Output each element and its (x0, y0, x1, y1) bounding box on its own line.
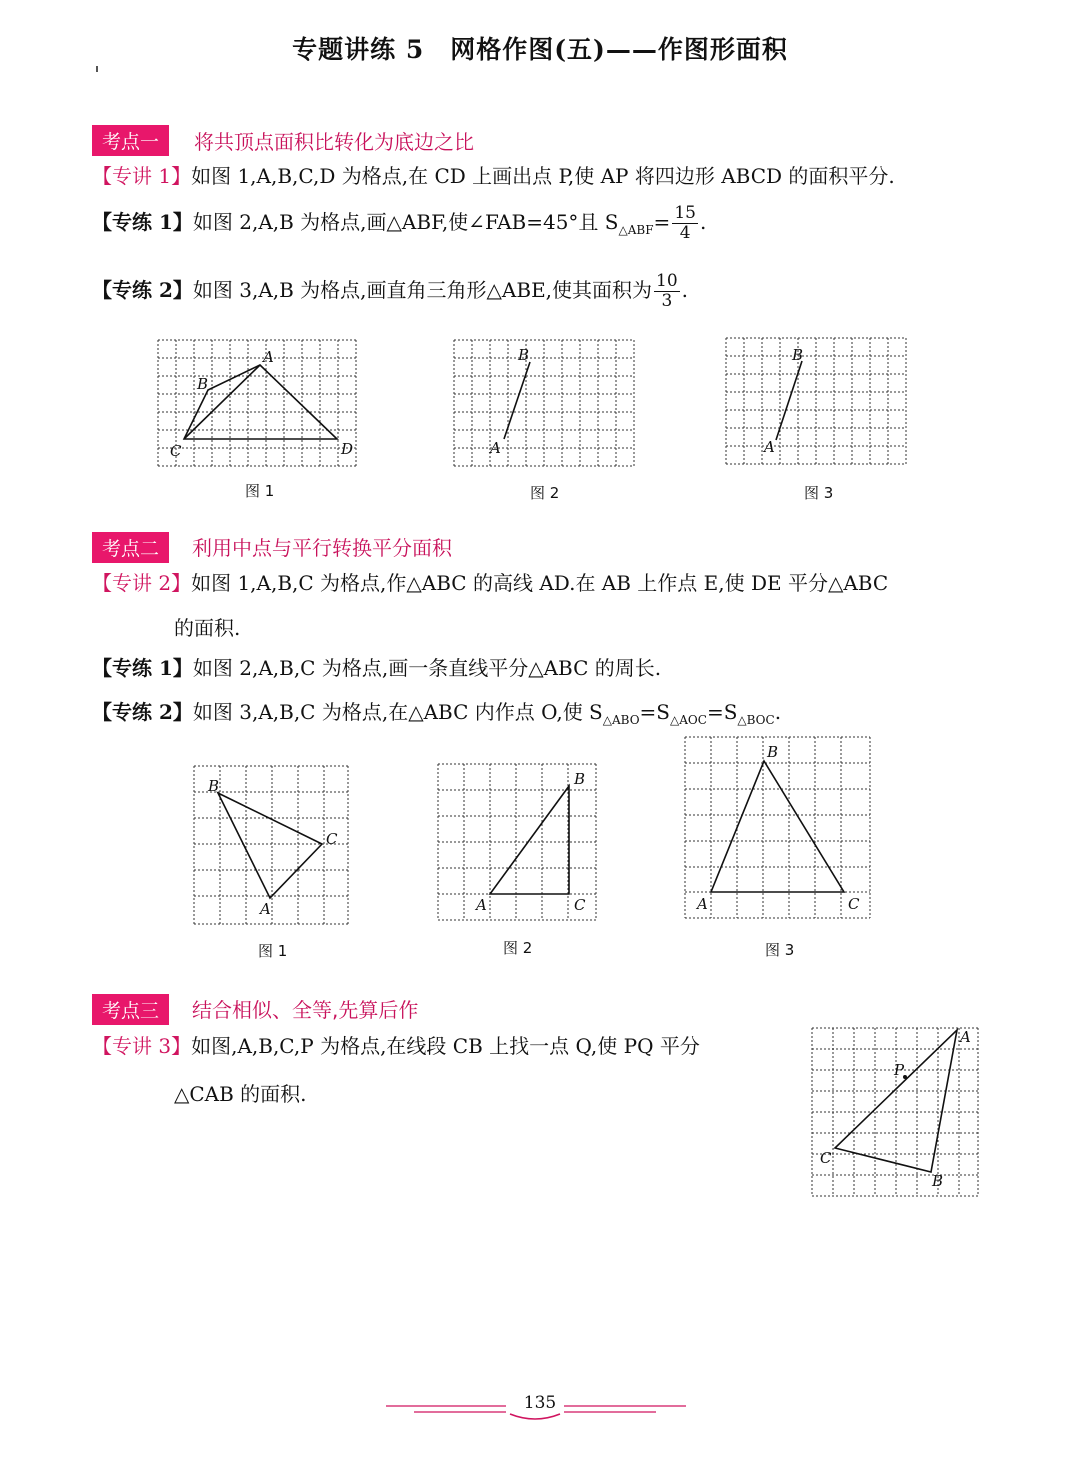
top-mark (96, 66, 98, 72)
section1-heading: 将共顶点面积比转化为底边之比 (194, 130, 474, 154)
s1-p1-text: 如图 1,A,B,C,D 为格点,在 CD 上画出点 P,使 AP 将四边形 ABCD 的面积平分. (191, 164, 895, 188)
s2-fig3-triangle (711, 761, 844, 892)
s2-problem3 (92, 696, 781, 727)
s1-fig2-label-a: A (490, 439, 501, 457)
s2-fig1-label-c: C (326, 830, 338, 848)
s2-p3-end: . (774, 700, 782, 724)
s1-p2-sub: △ABF (618, 223, 654, 237)
s1-p3-label: 【专练 2】 (92, 278, 193, 302)
s1-p2-den: 4 (679, 223, 691, 243)
s2-fig2-triangle (490, 786, 569, 894)
s1-caption1: 图 1 (245, 482, 275, 500)
page-number: 135 (523, 1393, 557, 1413)
s2-fig1-label-a: A (260, 900, 271, 918)
s2-caption1: 图 1 (258, 942, 288, 960)
s2-caption3: 图 3 (765, 941, 795, 959)
s1-fig2-label-b: B (518, 346, 530, 364)
s1-fig2-grid (454, 340, 634, 466)
s1-p3-end: . (681, 278, 689, 302)
s1-p2-num: 15 (674, 203, 696, 223)
s2-fig1-triangle (218, 793, 322, 898)
s1-problem2 (92, 204, 706, 243)
page-title: 专题讲练 5 网格作图(五)——作图形面积 (292, 35, 788, 64)
s1-fig1-label-d: D (341, 440, 354, 458)
s2-p3-sub2: △AOC (670, 713, 707, 727)
s3-fig-label-b: B (932, 1172, 944, 1190)
s3-p1-label: 【专讲 3】 (92, 1034, 192, 1058)
s1-p3-fraction (654, 272, 680, 311)
s2-caption2: 图 2 (503, 939, 533, 957)
section1-tag: 考点一 (92, 125, 169, 156)
s1-p2-label: 【专练 1】 (92, 210, 193, 234)
s2-fig3-label-b: B (767, 743, 779, 761)
section2-heading: 利用中点与平行转换平分面积 (192, 536, 452, 560)
s3-fig-label-p: P (894, 1061, 905, 1079)
s1-fig3-label-b: B (792, 346, 804, 364)
s2-problem2 (92, 652, 661, 681)
s2-p3-label: 【专练 2】 (92, 700, 193, 724)
s1-fig1-grid (158, 340, 356, 466)
s3-problem1 (92, 1030, 700, 1059)
s1-p2-text: 如图 2,A,B 为格点,画△ABF,使∠FAB=45°且 S (192, 210, 619, 234)
s2-fig3-grid (685, 737, 870, 918)
s3-problem1-cont: △CAB 的面积. (174, 1082, 307, 1106)
s1-figure2 (446, 332, 646, 477)
s1-fig1-label-a: A (263, 348, 274, 366)
s2-fig1-label-b: B (208, 777, 220, 795)
s2-p2-text: 如图 2,A,B,C 为格点,画一条直线平分△ABC 的周长. (192, 656, 662, 680)
s3-figure (806, 1022, 984, 1202)
s2-figure1 (188, 760, 358, 932)
s3-fig-label-c: C (820, 1149, 832, 1167)
section3-tag: 考点三 (92, 994, 169, 1025)
s1-p2-end: . (699, 210, 707, 234)
s2-p3-eq2: =S (706, 700, 738, 724)
s1-caption2: 图 2 (530, 484, 560, 502)
s2-fig2-label-c: C (574, 896, 586, 914)
s2-p1-text: 如图 1,A,B,C 为格点,作△ABC 的高线 AD.在 AB 上作点 E,使 DE 平分△ABC (191, 571, 889, 595)
s3-p1-text: 如图,A,B,C,P 为格点,在线段 CB 上找一点 Q,使 PQ 平分 (191, 1034, 700, 1058)
s1-p3-num: 10 (656, 271, 678, 291)
s2-problem1 (92, 567, 888, 596)
s1-p2-fraction (672, 204, 698, 243)
s1-p2-eq: = (653, 210, 671, 234)
s2-figure2 (432, 758, 604, 928)
s2-fig2-grid (438, 764, 596, 920)
s2-p2-label: 【专练 1】 (92, 656, 193, 680)
s1-p1-label: 【专讲 1】 (92, 164, 192, 188)
s2-fig3-label-a: A (697, 895, 708, 913)
s1-fig3-label-a: A (764, 438, 775, 456)
s1-problem1 (92, 160, 895, 189)
s3-fig-label-a: A (960, 1028, 971, 1046)
section3-heading: 结合相似、全等,先算后作 (192, 998, 419, 1022)
s2-p3-sub3: △BOC (737, 713, 775, 727)
s1-fig1-label-b: B (197, 375, 209, 393)
s2-fig2-label-b: B (574, 770, 586, 788)
s2-p3-text: 如图 3,A,B,C 为格点,在△ABC 内作点 O,使 S (192, 700, 603, 724)
section2-tag: 考点二 (92, 532, 169, 563)
s2-fig3-label-c: C (848, 895, 860, 913)
s2-fig2-label-a: A (476, 896, 487, 914)
s1-fig3-grid (726, 338, 906, 464)
s2-problem1-cont: 的面积. (174, 616, 241, 640)
s2-figure3 (680, 732, 880, 922)
s1-fig1-label-c: C (170, 442, 182, 460)
s1-figure3 (718, 330, 923, 475)
s1-caption3: 图 3 (804, 484, 834, 502)
s2-p1-label: 【专讲 2】 (92, 571, 192, 595)
s2-p3-sub1: △ABO (602, 713, 640, 727)
s1-figure1 (150, 332, 380, 477)
s1-p3-den: 3 (661, 291, 673, 311)
s1-problem3 (92, 272, 688, 311)
s2-p3-eq1: =S (639, 700, 671, 724)
s1-p3-text: 如图 3,A,B 为格点,画直角三角形△ABE,使其面积为 (192, 278, 653, 302)
